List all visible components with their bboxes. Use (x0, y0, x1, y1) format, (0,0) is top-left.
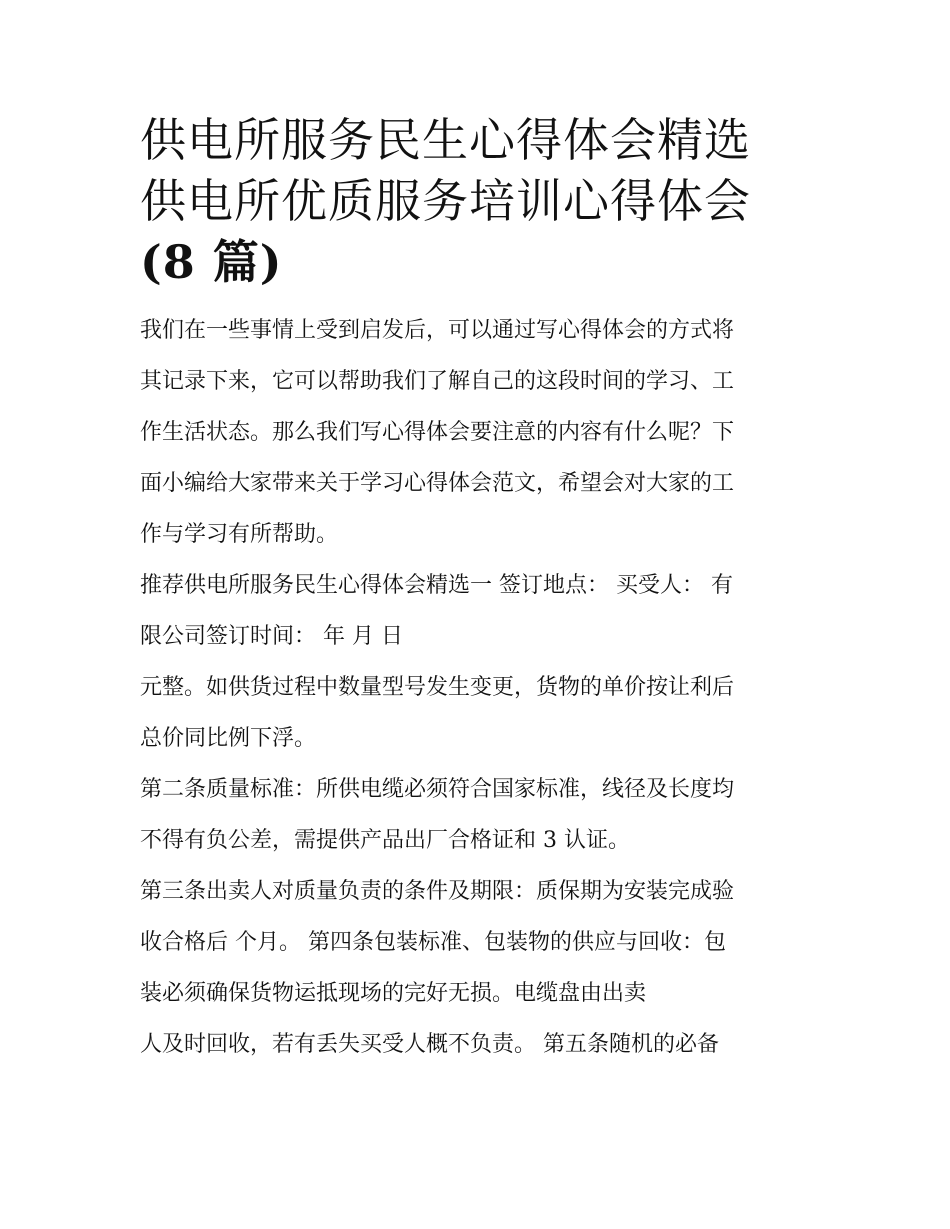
title-line-3: (8 篇) (140, 235, 283, 289)
body-line: 作生活状态。那么我们写心得体会要注意的内容有什么呢？下 (140, 420, 735, 445)
body-line: 面小编给大家带来关于学习心得体会范文，希望会对大家的工 (140, 471, 735, 496)
body-line: 第三条出卖人对质量负责的条件及期限：质保期为安装完成验 (140, 879, 735, 904)
body-line: 总价同比例下浮。 (140, 726, 317, 751)
body-line: 元整。如供货过程中数量型号发生变更，货物的单价按让利后 (140, 675, 735, 700)
body-line: 人及时回收，若有丢失买受人概不负责。 第五条随机的必备 (140, 1032, 719, 1057)
document-page (140, 110, 812, 1070)
title-line-2: 供电所优质服务培训心得体会 (140, 174, 751, 228)
body-line: 作与学习有所帮助。 (140, 522, 339, 547)
body-line: 我们在一些事情上受到启发后，可以通过写心得体会的方式将 (140, 318, 735, 343)
body-line: 第二条质量标准：所供电缆必须符合国家标准，线径及长度均 (140, 777, 735, 802)
document-title (140, 110, 812, 293)
title-line-1: 供电所服务民生心得体会精选 (140, 113, 751, 167)
body-line: 限公司签订时间： 年 月 日 (140, 624, 403, 649)
document-body (140, 305, 812, 1070)
body-line: 收合格后 个月。 第四条包装标准、包装物的供应与回收：包 (140, 930, 726, 955)
body-line: 不得有负公差，需提供产品出厂合格证和 3 认证。 (140, 828, 630, 853)
body-line: 其记录下来，它可以帮助我们了解自己的这段时间的学习、工 (140, 369, 735, 394)
body-line: 装必须确保货物运抵现场的完好无损。电缆盘由出卖 (140, 981, 647, 1006)
body-line: 推荐供电所服务民生心得体会精选一 签订地点： 买受人： 有 (140, 573, 733, 598)
